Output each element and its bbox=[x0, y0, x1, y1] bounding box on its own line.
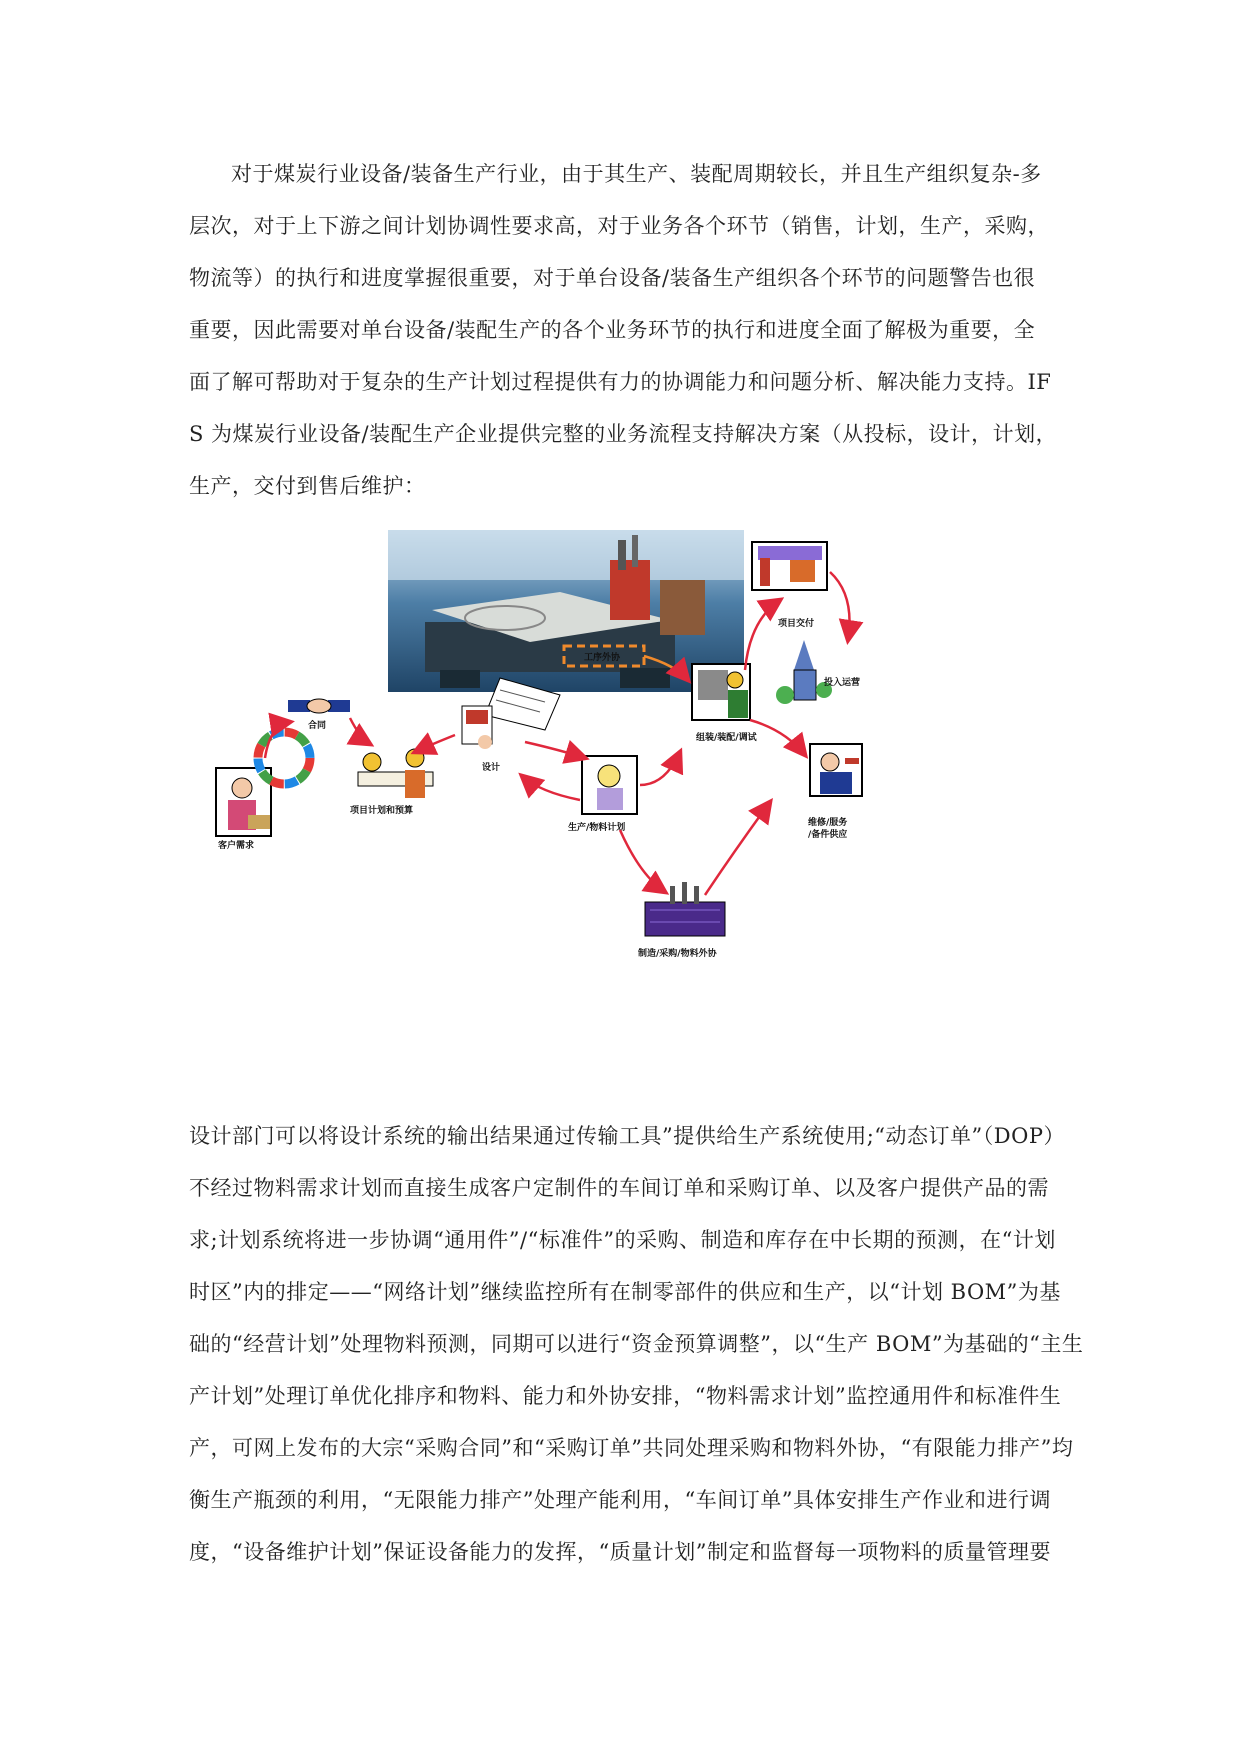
label-service-1: 维修/服务 bbox=[808, 818, 848, 828]
label-contract: 合同 bbox=[308, 721, 327, 731]
text-line: 对于煤炭行业设备/装备生产行业，由于其生产、装配周期较长，并且生产组织复杂-多 bbox=[231, 162, 1042, 186]
service-worker-icon bbox=[810, 744, 862, 796]
business-process-diagram bbox=[200, 530, 1000, 1090]
delivery-crane-icon bbox=[752, 542, 827, 590]
text-line: 面了解可帮助对于复杂的生产计划过程提供有力的协调能力和问题分析、解决能力支持。IF bbox=[189, 370, 1052, 394]
text-line: 层次，对于上下游之间计划协调性要求高，对于业务各个环节（销售，计划，生产，采购， bbox=[189, 214, 1049, 238]
text-line: 时区”内的排定——“网络计划”继续监控所有在制零部件的供应和生产，以“计划 BOM”为基 bbox=[189, 1280, 1061, 1304]
operation-building-icon bbox=[776, 640, 832, 704]
label-assembly: 组装/装配/调试 bbox=[696, 733, 757, 743]
project-team-icon bbox=[358, 749, 433, 798]
text-line: 度，“设备维护计划”保证设备能力的发挥，“质量计划”制定和监督每一项物料的质量管理要 bbox=[189, 1540, 1051, 1564]
text-line: 物流等）的执行和进度掌握很重要，对于单台设备/装备生产组织各个环节的问题警告也很 bbox=[189, 266, 1036, 290]
text-line: 不经过物料需求计划而直接生成客户定制件的车间订单和采购订单、以及客户提供产品的需 bbox=[189, 1176, 1049, 1200]
label-delivery: 项目交付 bbox=[778, 619, 815, 629]
text-line: 重要，因此需要对单台设备/装配生产的各个业务环节的执行和进度全面了解极为重要，全 bbox=[189, 318, 1036, 342]
label-design: 设计 bbox=[482, 763, 501, 773]
text-line: 求;计划系统将进一步协调“通用件”/“标准件”的采购、制造和库存在中长期的预测，在“计划 bbox=[189, 1228, 1056, 1252]
handshake-icon bbox=[288, 699, 350, 713]
assembly-worker-icon bbox=[692, 664, 750, 720]
production-planner-icon bbox=[582, 756, 637, 814]
label-project-plan: 项目计划和预算 bbox=[350, 806, 414, 816]
text-line: 础的“经营计划”处理物料预测，同期可以进行“资金预算调整”，以“生产 BOM”为基础的“主生 bbox=[189, 1332, 1084, 1356]
label-customer: 客户需求 bbox=[218, 841, 255, 851]
text-line: 设计部门可以将设计系统的输出结果通过传输工具”提供给生产系统使用;“动态订单”（DOP） bbox=[189, 1124, 1065, 1148]
label-service-2: /备件供应 bbox=[808, 830, 848, 840]
text-line: 衡生产瓶颈的利用，“无限能力排产”处理产能利用，“车间订单”具体安排生产作业和进行调 bbox=[189, 1488, 1051, 1512]
text-line: S 为煤炭行业设备/装配生产企业提供完整的业务流程支持解决方案（从投标，设计，计划， bbox=[189, 422, 1058, 446]
label-manufacturing: 制造/采购/物料外协 bbox=[638, 949, 717, 959]
label-outsourcing: 工序外协 bbox=[584, 653, 621, 663]
intro-paragraph bbox=[189, 148, 1065, 512]
text-line: 产计划”处理订单优化排序和物料、能力和外协安排，“物料需求计划”监控通用件和标准件生 bbox=[189, 1384, 1062, 1408]
text-line: 生产，交付到售后维护： bbox=[189, 474, 426, 498]
factory-icon bbox=[645, 882, 725, 936]
label-operation: 投入运营 bbox=[824, 678, 861, 688]
description-paragraph bbox=[189, 1110, 1084, 1578]
offshore-platform-photo bbox=[388, 530, 744, 692]
label-production-plan: 生产/物料计划 bbox=[568, 823, 626, 833]
text-line: 产，可网上发布的大宗“采购合同”和“采购订单”共同处理采购和物料外协，“有限能力排产”均 bbox=[189, 1436, 1074, 1460]
